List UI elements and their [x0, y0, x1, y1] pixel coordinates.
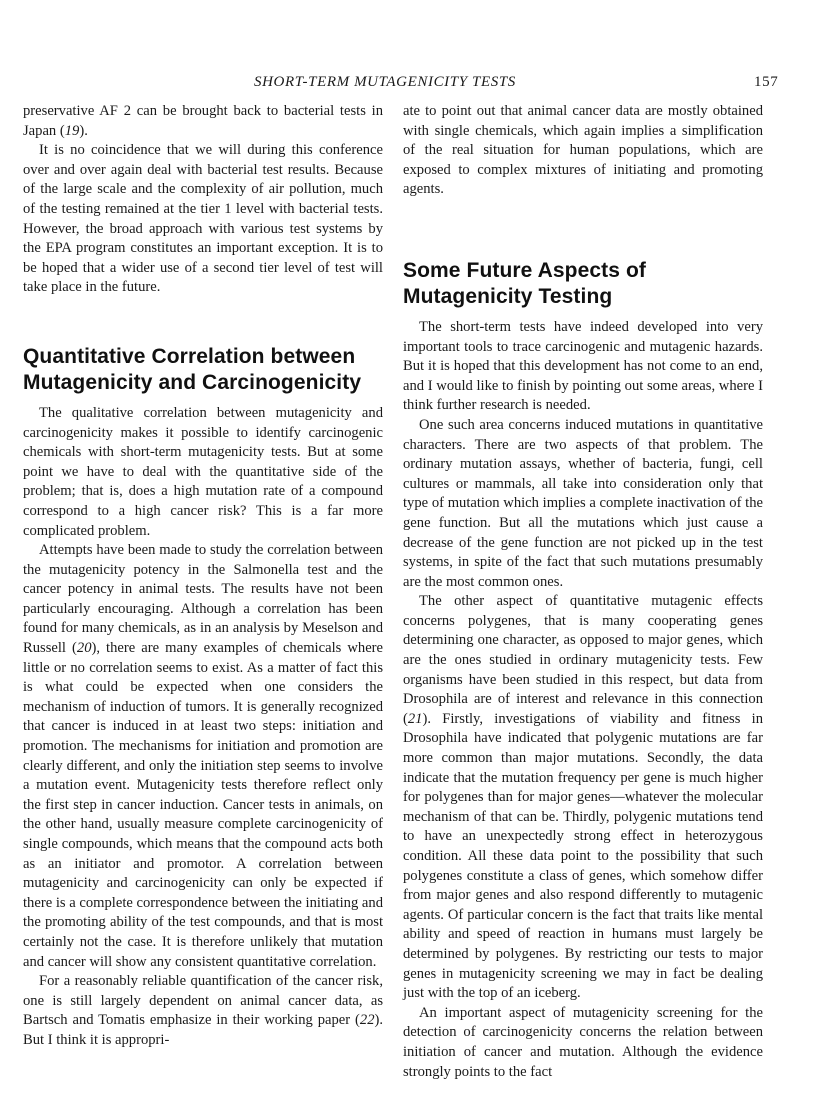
paragraph: An important aspect of mutagenicity screening for the detection of carcinogenicity concerns the relation between initiation of cancer and mutation. Although the evidence strongly points to the fact [403, 1004, 763, 1080]
paragraph: The other aspect of quantitative mutagenic effects concerns polygenes, that is many cooperating genes determining one character, as opposed to major genes, which are the ones studied in ordinary mutagenicity tests. Few organisms have been studied in this respect, but data from Drosophila are of interest and relevance in this connection (21). Firstly, investigations of viability and fitness in Drosophila have indicated that polygenic mutations are far more common than major mutations. Secondly, the data indicate that the mutation frequency per gene is much higher for polygenes than for major genes—whatever the molecular mechanism of that can be. Thirdly, polygenic mutations tend to have an unexpectedly strong effect in heterozygous condition. All these data point to the possibility that such polygenes constitute a class of genes, which somehow differ from major genes and also respond differently to mutagenic agents. Of particular concern is the fact that traits like mental ability and speed of reaction in humans must largely be determined by polygenes. By restricting our tests to major genes in mutagenicity screening we may in fact be dealing just with the top of an iceberg. [403, 593, 763, 1002]
citation-ref: 19 [64, 122, 80, 139]
page-number: 157 [754, 74, 779, 90]
section-heading: Quantitative Correlation between Mutagenicity and Carcinogenicity [23, 344, 362, 394]
paragraph: preservative AF 2 can be brought back to bacterial tests in Japan (19). [23, 103, 383, 139]
citation-ref: 21 [407, 710, 423, 727]
paragraph: The short-term tests have indeed developed into very important tools to trace carcinogenic and mutagenic hazards. But it is hoped that this development has not come to an end, and I would like to finish by pointing out some areas, where I think further research is needed. [403, 318, 763, 414]
paragraph: For a reasonably reliable quantification of the cancer risk, one is still largely dependent on animal cancer data, as Bartsch and Tomatis emphasize in their working paper (22). But I think it is appropri- [23, 973, 383, 1048]
paragraph: Attempts have been made to study the correlation between the mutagenicity potency in the Salmonella test and the cancer potency in animal tests. The results have not been particularly encouraging. Although a correlation has been found for many chemicals, as in an analysis by Meselson and Russell (20), there are many examples of chemicals where little or no correlation seems to exist. As a matter of fact this is what could be expected when one considers the mechanism of induction of tumors. It is generally recognized that cancer is induced in at least two steps: initiation and promotion. The mechanisms for initiation and promotion are clearly different, and only the initiation step seems to involve a mutation event. Mutagenicity tests therefore reflect only the first step in cancer induction. Cancer tests in animals, on the other hand, usually measure complete carcinogenicity of single compounds, which means that the compound acts both as an initiator and promotor. A correlation between mutagenicity and carcinogenicity can only be expected if there is a complete correspondence between the initiating and the promoting ability of the test compounds, and that is most certainly not the case. It is therefore unlikely that mutation and cancer will show any consistent quantitative correlation. [23, 542, 384, 970]
section-heading: Some Future Aspects of Mutagenicity Testing [403, 258, 646, 308]
paragraph: It is no coincidence that we will during this conference over and over again deal with bacterial test results. Because of the large scale and the complexity of air pollution, much of the testing remained at the tier 1 level with bacterial tests. However, the broad approach with various test systems by the EPA program constitutes an important exception. It is to be hoped that a wider use of a second tier level of test will take place in the future. [23, 142, 383, 296]
citation-ref: 20 [76, 640, 92, 657]
paragraph: ate to point out that animal cancer data are mostly obtained with single chemicals, which again implies a simplification of the real situation for human populations, which are exposed to complex mixtures of initiating and promoting agents. [403, 103, 763, 198]
paragraph: One such area concerns induced mutations in quantitative characters. There are two aspects of that problem. The ordinary mutation assays, whether of bacteria, fungi, cell cultures or mammals, all take into consideration only that type of mutation which implies a complete inactivation of the gene function. But all the mutations which just cause a decrease of the gene function are not picked up in the test systems, in spite of the fact that such mutations presumably are the most common ones. [403, 416, 763, 590]
right-column [403, 102, 763, 1082]
paragraph: The qualitative correlation between mutagenicity and carcinogenicity makes it possible to identify carcinogenic chemicals with short-term mutagenicity tests. But at some point we have to deal with the quantitative side of the problem; that is, does a high mutation rate of a compound correspond to a high cancer risk? This is a far more complicated problem. [23, 404, 383, 539]
citation-ref: 22 [359, 1012, 375, 1029]
running-title: SHORT-TERM MUTAGENICITY TESTS [254, 74, 516, 90]
left-column [23, 102, 383, 1051]
